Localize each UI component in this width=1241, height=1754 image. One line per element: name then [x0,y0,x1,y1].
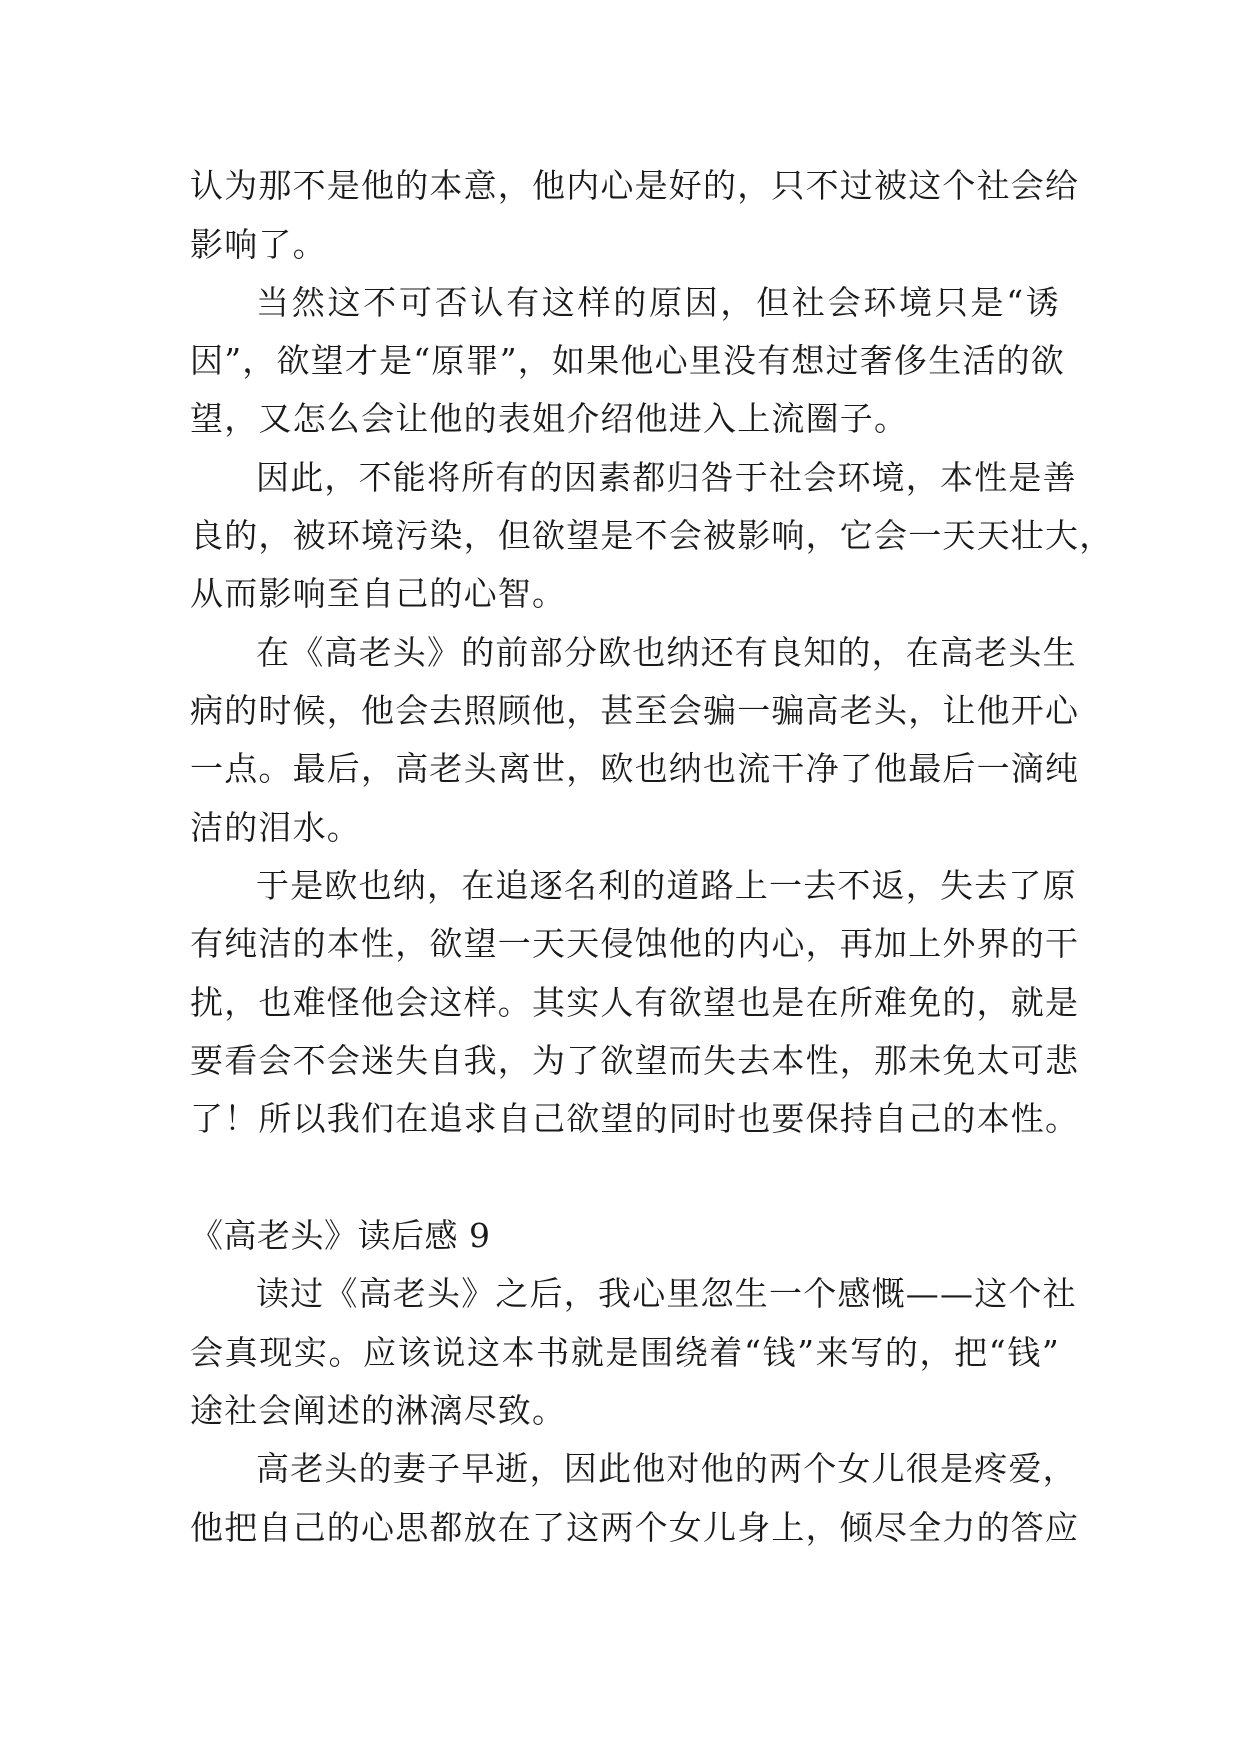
text-line: 高老头的妻子早逝，因此他对他的两个女儿很是疼爱， [256,1449,1077,1488]
text-line: 于是欧也纳，在追逐名利的道路上一去不返，失去了原 [256,866,1077,905]
text-line: 要看会不会迷失自我，为了欲望而失去本性，那未免太可悲 [190,1041,1080,1080]
text-line: 病的时候，他会去照顾他，甚至会骗一骗高老头，让他开心 [190,691,1080,730]
text-line: 途社会阐述的淋漓尽致。 [190,1391,567,1430]
text-line: 当然这不可否认有这样的原因，但社会环境只是“诱 [256,283,1060,322]
text-line: 会真现实。应该说这本书就是围绕着“钱”来写的，把“钱” [190,1333,1060,1372]
text-line: 扰，也难怪他会这样。其实人有欲望也是在所难免的，就是 [190,983,1080,1022]
text-line: 因此，不能将所有的因素都归咎于社会环境，本性是善 [256,458,1077,497]
text-line: 一点。最后，高老头离世，欧也纳也流干净了他最后一滴纯 [190,749,1080,788]
text-line: 良的，被环境污染，但欲望是不会被影响，它会一天天壮大， [190,516,1114,555]
text-line: 望，又怎么会让他的表姐介绍他进入上流圈子。 [190,399,909,438]
text-line: 有纯洁的本性，欲望一天天侵蚀他的内心，再加上外界的干 [190,924,1080,963]
text-line: 因”，欲望才是“原罪”，如果他心里没有想过奢侈生活的欲 [190,341,1066,380]
text-line: 认为那不是他的本意，他内心是好的，只不过被这个社会给 [190,166,1080,205]
text-line: 洁的泪水。 [190,808,361,847]
text-line: 他把自己的心思都放在了这两个女儿身上，倾尽全力的答应 [190,1508,1080,1547]
text-line: 在《高老头》的前部分欧也纳还有良知的，在高老头生 [256,633,1077,672]
text-line: 影响了。 [190,225,327,264]
text-line: 了！所以我们在追求自己欲望的同时也要保持自己的本性。 [190,1099,1080,1138]
text-line: 从而影响至自己的心智。 [190,574,567,613]
text-line: 读过《高老头》之后，我心里忽生一个感慨——这个社 [256,1274,1077,1313]
section-heading: 《高老头》读后感 9 [190,1216,491,1255]
